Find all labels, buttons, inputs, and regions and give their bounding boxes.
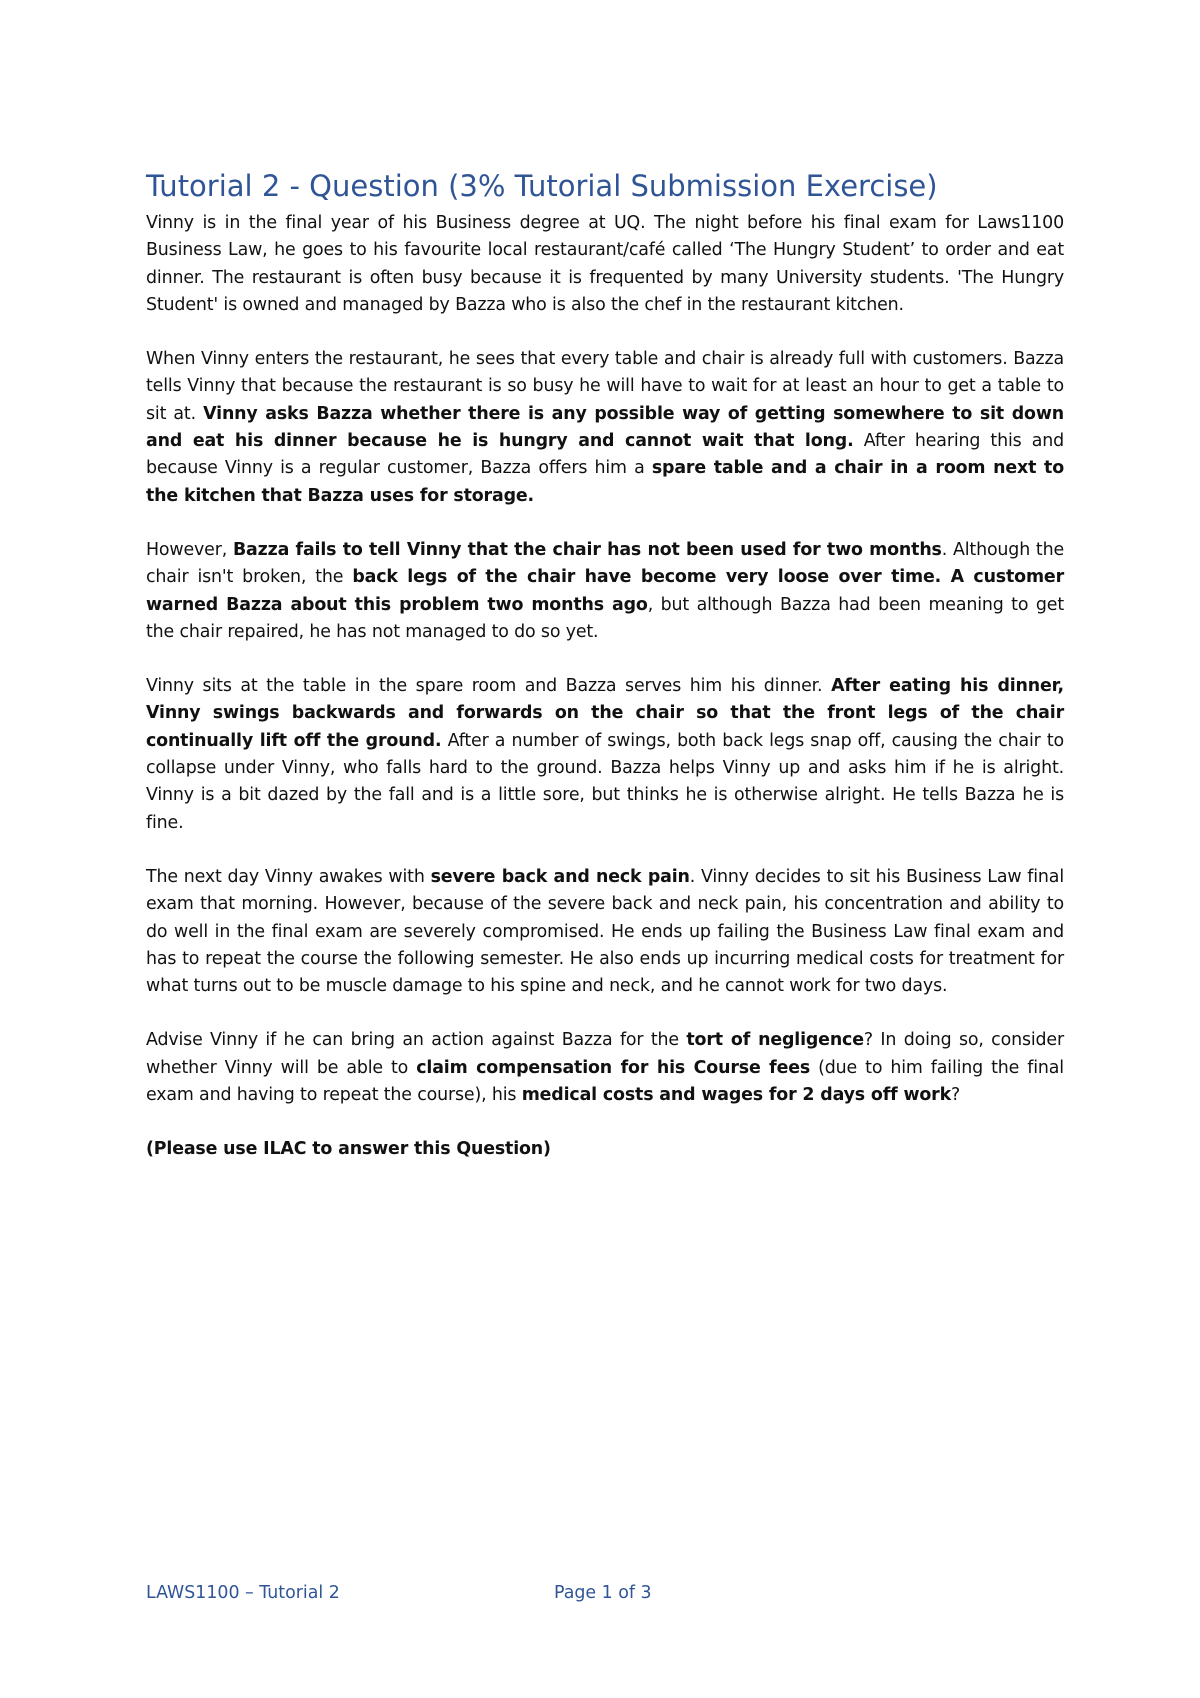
footer-course-label: LAWS1100 – Tutorial 2 — [146, 1583, 340, 1603]
text-run: ? In doing so, consider whether Vinny will be able to — [146, 1030, 1064, 1078]
bold-text-run: severe back and neck pain — [430, 866, 690, 887]
bold-text-run: tort of negligence — [686, 1030, 864, 1051]
text-run: (due to him failing the final exam and having to repeat the course), his — [146, 1057, 1064, 1106]
text-run: . Vinny decides to sit his Business Law final exam that morning. However, because of the severe back and neck pain, his concentration and ability to do well in the final exam are severely compromised. He ends up failing the Business Law final exam and has to repeat the course the following semester. He also ends up incurring medical costs for treatment for what turns out to be muscle damage to his spine and neck, and he cannot work for two days. — [146, 866, 1064, 997]
text-run: After hearing this and because Vinny is a regular customer, Bazza offers him a — [146, 431, 1065, 479]
document-body — [146, 210, 1064, 1191]
text-run: The next day Vinny awakes with — [146, 866, 431, 887]
text-run: However, — [146, 539, 233, 560]
body-paragraph — [146, 673, 1064, 837]
paragraph-list — [146, 210, 1064, 1109]
bold-text-run: Bazza fails to tell Vinny that the chair has not been used for two months — [232, 539, 942, 560]
bold-text-run: claim compensation for his Course fees — [416, 1057, 811, 1078]
bold-text-run: medical costs and wages for 2 days off work — [521, 1085, 951, 1106]
body-paragraph — [146, 1027, 1064, 1109]
body-paragraph — [146, 864, 1064, 1000]
bold-text-run: back legs of the chair have become very loose over time. A customer warned Bazza about this problem two months ago — [146, 567, 1065, 615]
body-paragraph — [146, 537, 1064, 646]
text-run: , but although Bazza had been meaning to get the chair repaired, he has not managed to do so yet. — [146, 594, 1064, 642]
bold-text-run: spare table and a chair in a room next to the kitchen that Bazza uses for storage. — [146, 458, 1064, 506]
text-run: When Vinny enters the restaurant, he sees that every table and chair is already full with customers. Bazza tells Vinny that because the restaurant is so busy he will have to wait for at least an hour to get a table to sit at. — [146, 349, 1064, 424]
text-run: Vinny is in the final year of his Business degree at UQ. The night before his final exam for Laws1100 Business Law, he goes to his favourite local restaurant/café called ‘The Hungry Student’ to order and eat dinner. The restaurant is often busy because it is frequented by many University students. 'The Hungry Student' is owned and managed by Bazza who is also the chef in the restaurant kitchen. — [146, 213, 1064, 315]
text-run: After a number of swings, both back legs snap off, causing the chair to collapse under Vinny, who falls hard to the ground. Bazza helps Vinny up and asks him if he is alright. Vinny is a bit dazed by the fall and is a little sore, but thinks he is otherwise alright. He tells Bazza he is fine. — [146, 730, 1064, 833]
bold-text-run: After eating his dinner, Vinny swings backwards and forwards on the chair so that the front legs of the chair continually lift off the ground. — [146, 676, 1064, 751]
text-run: . Although the chair isn't broken, the — [146, 539, 1064, 588]
text-run: Vinny sits at the table in the spare room and Bazza serves him his dinner. — [146, 676, 832, 697]
body-paragraph — [146, 210, 1064, 319]
bold-text-run: Vinny asks Bazza whether there is any possible way of getting somewhere to sit down and eat his dinner because he is hungry and cannot wait that long. — [146, 403, 1064, 452]
instruction-text: (Please use ILAC to answer this Question) — [146, 1139, 551, 1160]
text-run: ? — [951, 1085, 961, 1106]
footer-page-number: Page 1 of 3 — [554, 1583, 652, 1603]
body-paragraph — [146, 346, 1064, 510]
document-title: Tutorial 2 - Question (3% Tutorial Submission Exercise) — [146, 169, 938, 203]
text-run: Advise Vinny if he can bring an action against Bazza for the — [146, 1030, 687, 1051]
